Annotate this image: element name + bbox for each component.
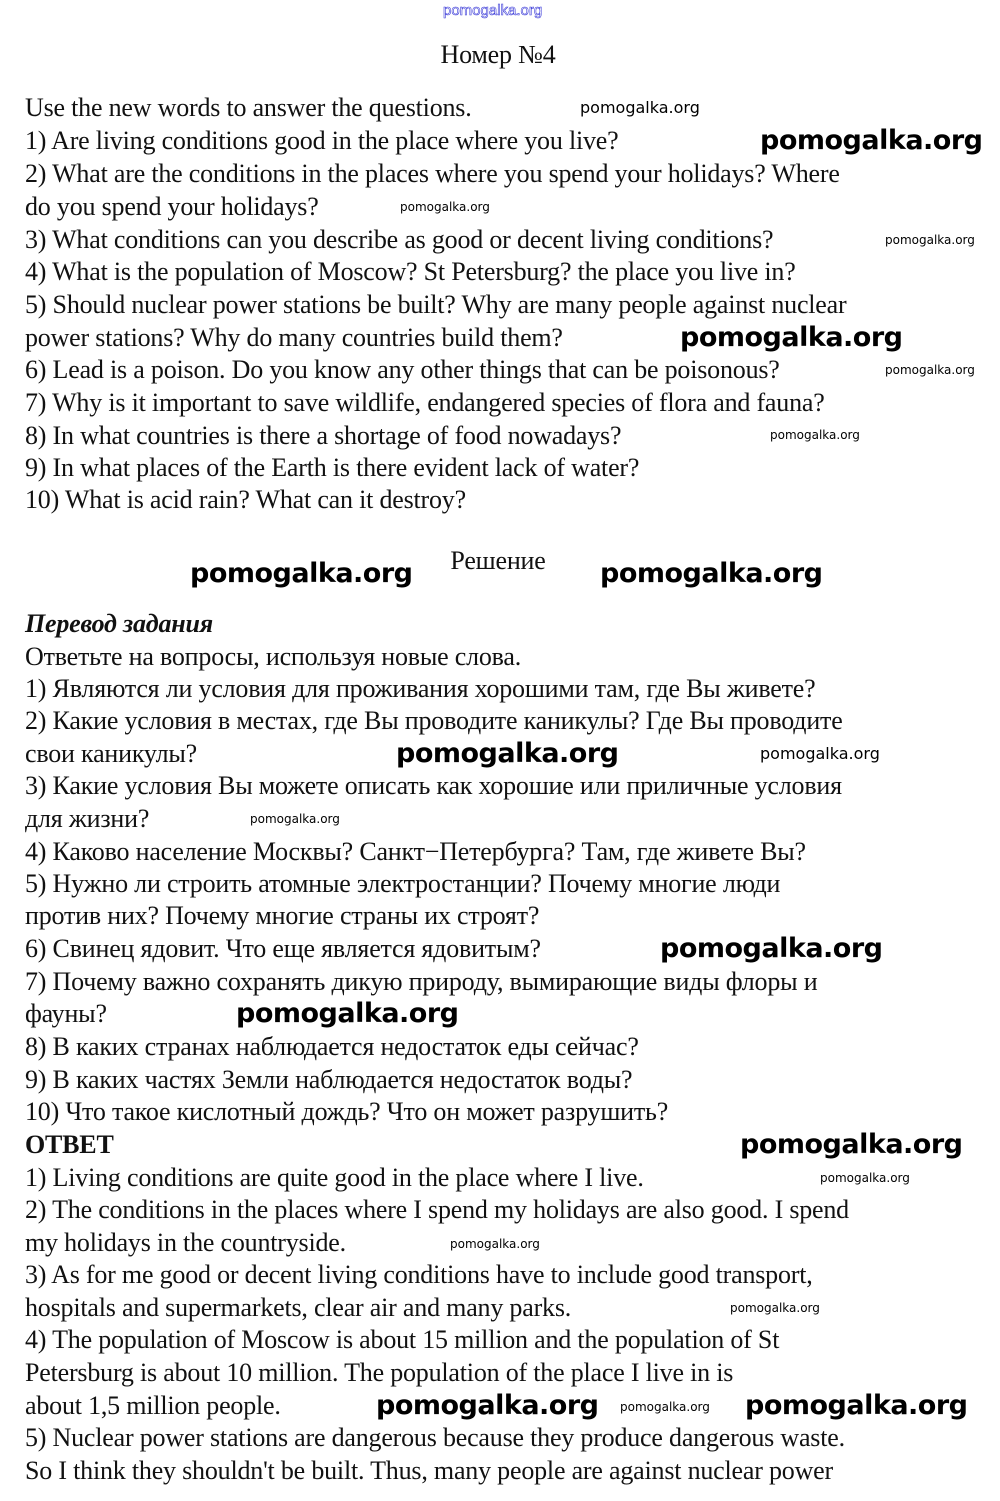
task-line: 9) In what places of the Earth is there evident lack of water?	[25, 453, 640, 482]
page-title: Номер №4	[440, 40, 556, 69]
answer-heading: ОТВЕТ	[25, 1130, 114, 1159]
task-line: 1) Are living conditions good in the place where you live?	[25, 126, 619, 155]
watermark: pomogalka.org	[820, 1171, 910, 1185]
translation-line: 4) Каково население Москвы? Санкт−Петербурга? Там, где живете Вы?	[25, 837, 806, 866]
translation-line: 3) Какие условия Вы можете описать как хорошие или приличные условия	[25, 771, 842, 800]
watermark: pomogalka.org	[250, 812, 340, 826]
translation-line: свои каникулы?	[25, 739, 197, 768]
answer-line: 5) Nuclear power stations are dangerous because they produce dangerous waste.	[25, 1423, 845, 1452]
task-line: 8) In what countries is there a shortage of food nowadays?	[25, 421, 622, 450]
translation-line: для жизни?	[25, 804, 150, 833]
watermark: pomogalka.org	[236, 998, 459, 1029]
translation-line: 10) Что такое кислотный дождь? Что он может разрушить?	[25, 1097, 669, 1126]
translation-heading: Перевод задания	[25, 609, 213, 638]
solution-title: Решение	[450, 546, 546, 575]
task-line: do you spend your holidays?	[25, 192, 319, 221]
watermark: pomogalka.org	[660, 933, 883, 964]
watermark: pomogalka.org	[450, 1237, 540, 1251]
task-line: 10) What is acid rain? What can it destroy?	[25, 485, 466, 514]
watermark: pomogalka.org	[580, 98, 700, 117]
task-line: Use the new words to answer the questions.	[25, 93, 472, 122]
watermark: pomogalka.org	[740, 1129, 963, 1160]
watermark: pomogalka.org	[885, 233, 975, 247]
watermark: pomogalka.org	[396, 738, 619, 769]
translation-line: фауны?	[25, 999, 107, 1028]
translation-line: 5) Нужно ли строить атомные электростанции? Почему многие люди	[25, 869, 781, 898]
task-line: 3) What conditions can you describe as good or decent living conditions?	[25, 225, 774, 254]
answer-line: Petersburg is about 10 million. The population of the place I live in is	[25, 1358, 734, 1387]
watermark: pomogalka.org	[620, 1400, 710, 1414]
answer-line: hospitals and supermarkets, clear air and many parks.	[25, 1293, 572, 1322]
watermark: pomogalka.org	[376, 1390, 599, 1421]
translation-line: 8) В каких странах наблюдается недостаток еды сейчас?	[25, 1032, 639, 1061]
watermark: pomogalka.org	[760, 125, 983, 156]
task-line: 4) What is the population of Moscow? St Petersburg? the place you live in?	[25, 257, 796, 286]
task-line: 2) What are the conditions in the places where you spend your holidays? Where	[25, 159, 840, 188]
answer-line: 3) As for me good or decent living conditions have to include good transport,	[25, 1260, 813, 1289]
task-line: power stations? Why do many countries build them?	[25, 323, 563, 352]
answer-line: 1) Living conditions are quite good in the place where I live.	[25, 1163, 644, 1192]
translation-line: 9) В каких частях Земли наблюдается недостаток воды?	[25, 1065, 633, 1094]
watermark: pomogalka.org	[760, 744, 880, 763]
watermark: pomogalka.org	[745, 1390, 968, 1421]
translation-line: Ответьте на вопросы, используя новые слова.	[25, 642, 522, 671]
watermark: pomogalka.org	[885, 363, 975, 377]
task-line: 7) Why is it important to save wildlife, endangered species of flora and fauna?	[25, 388, 825, 417]
watermark: pomogalka.org	[400, 200, 490, 214]
translation-line: против них? Почему многие страны их строят?	[25, 901, 540, 930]
watermark: pomogalka.org	[680, 322, 903, 353]
task-line: 5) Should nuclear power stations be built? Why are many people against nuclear	[25, 290, 847, 319]
answer-line: So I think they shouldn't be built. Thus, many people are against nuclear power	[25, 1456, 833, 1485]
translation-line: 1) Являются ли условия для проживания хорошими там, где Вы живете?	[25, 674, 816, 703]
watermark: pomogalka.org	[730, 1301, 820, 1315]
task-line: 6) Lead is a poison. Do you know any other things that can be poisonous?	[25, 355, 780, 384]
watermark: pomogalka.org	[600, 558, 823, 589]
answer-line: my holidays in the countryside.	[25, 1228, 346, 1257]
translation-line: 7) Почему важно сохранять дикую природу, вымирающие виды флоры и	[25, 967, 818, 996]
watermark: pomogalka.org	[770, 428, 860, 442]
answer-line: 2) The conditions in the places where I spend my holidays are also good. I spend	[25, 1195, 849, 1224]
watermark: pomogalka.org	[190, 558, 413, 589]
answer-line: about 1,5 million people.	[25, 1391, 281, 1420]
translation-line: 6) Свинец ядовит. Что еще является ядовитым?	[25, 934, 541, 963]
watermark: pomogalka.org	[443, 2, 543, 19]
answer-line: 4) The population of Moscow is about 15 million and the population of St	[25, 1325, 780, 1354]
translation-line: 2) Какие условия в местах, где Вы проводите каникулы? Где Вы проводите	[25, 706, 843, 735]
